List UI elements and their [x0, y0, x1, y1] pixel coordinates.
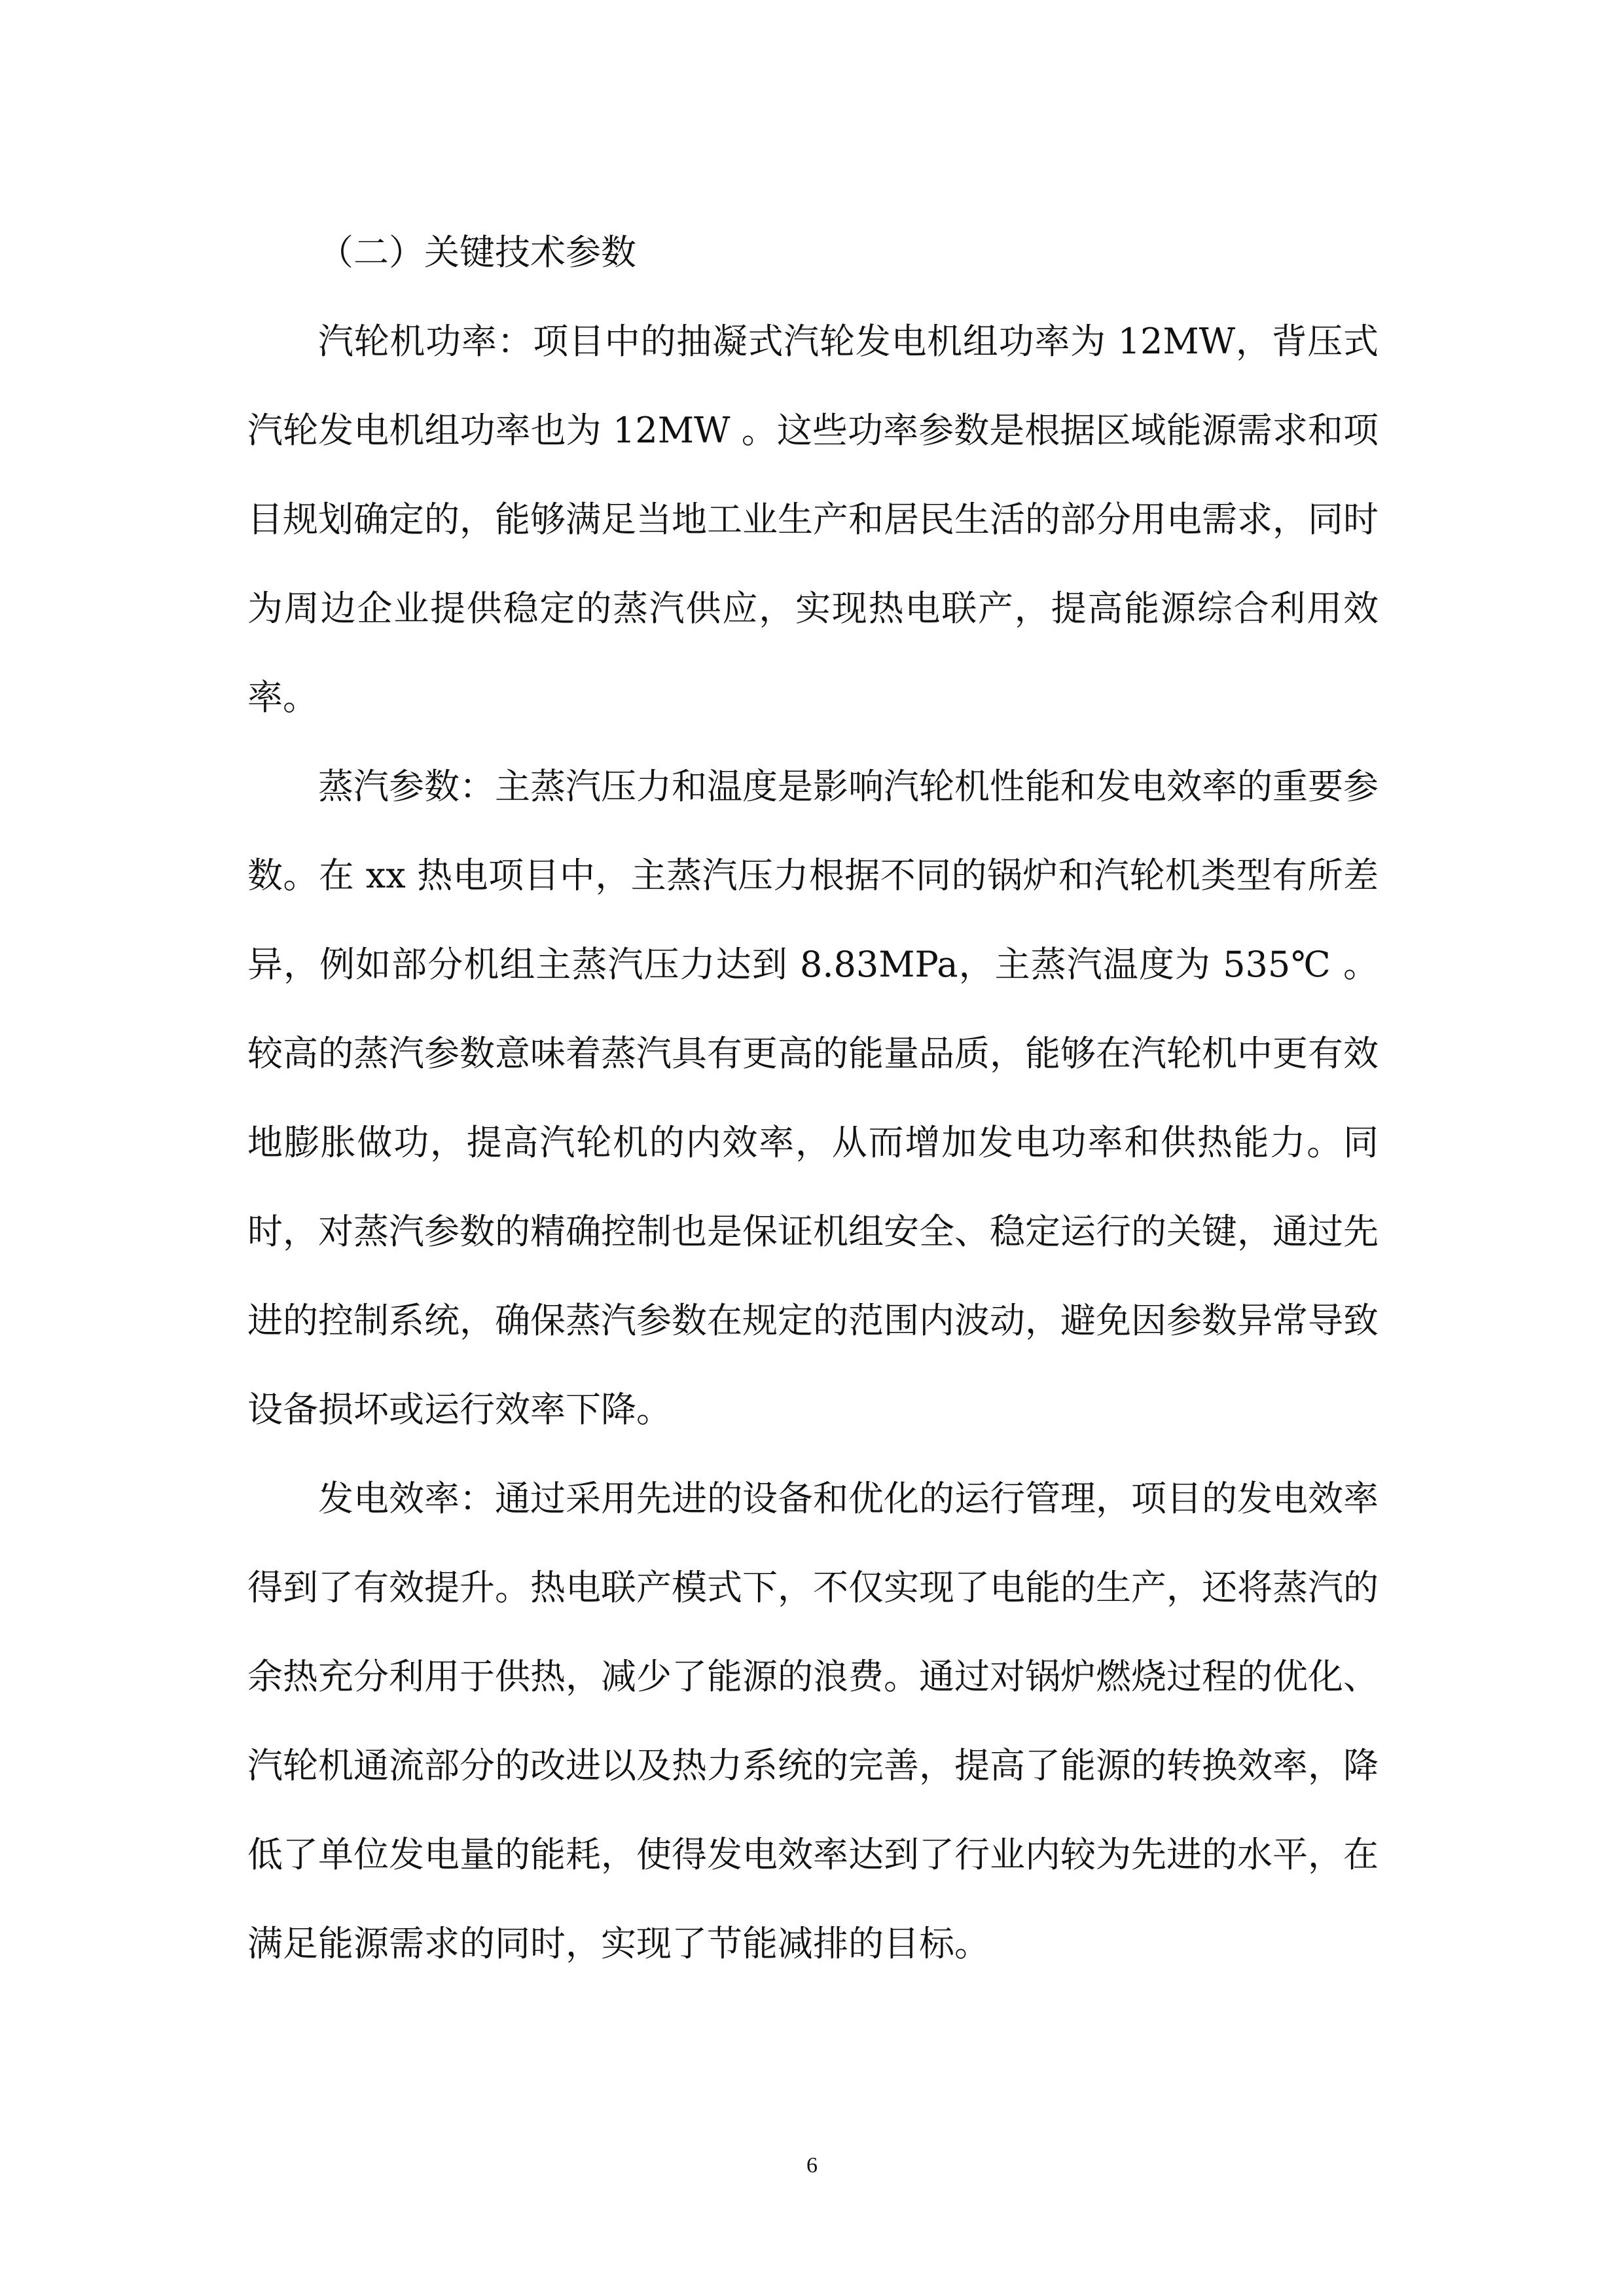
paragraph-turbine-power: 汽轮机功率：项目中的抽凝式汽轮发电机组功率为 12MW，背压式汽轮发电机组功率也为 12MW 。这些功率参数是根据区域能源需求和项目规划确定的，能够满足当地工业生产和居民生活的部分用电需求，同时为周边企业提供稳定的蒸汽供应，实现热电联产，提高能源综合利用效率。: [247, 321, 1379, 718]
page-number: 6: [806, 2153, 818, 2178]
section-heading: （二）关键技术参数: [318, 232, 636, 273]
paragraph-steam-parameters: 蒸汽参数：主蒸汽压力和温度是影响汽轮机性能和发电效率的重要参数。在 xx 热电项目中，主蒸汽压力根据不同的锅炉和汽轮机类型有所差异，例如部分机组主蒸汽压力达到 8.83MPa，主蒸汽温度为 535℃ 。较高的蒸汽参数意味着蒸汽具有更高的能量品质，能够在汽轮机中更有效地膨胀做功，提高汽轮机的内效率，从而增加发电功率和供热能力。同时，对蒸汽参数的精确控制也是保证机组安全、稳定运行的关键，通过先进的控制系统，确保蒸汽参数在规定的范围内波动，避免因参数异常导致设备损坏或运行效率下降。: [247, 766, 1379, 1430]
paragraph-generation-efficiency: 发电效率：通过采用先进的设备和优化的运行管理，项目的发电效率得到了有效提升。热电联产模式下，不仅实现了电能的生产，还将蒸汽的余热充分利用于供热，减少了能源的浪费。通过对锅炉燃烧过程的优化、汽轮机通流部分的改进以及热力系统的完善，提高了能源的转换效率，降低了单位发电量的能耗，使得发电效率达到了行业内较为先进的水平，在满足能源需求的同时，实现了节能减排的目标。: [247, 1478, 1379, 1964]
page-body: [247, 208, 1379, 1988]
